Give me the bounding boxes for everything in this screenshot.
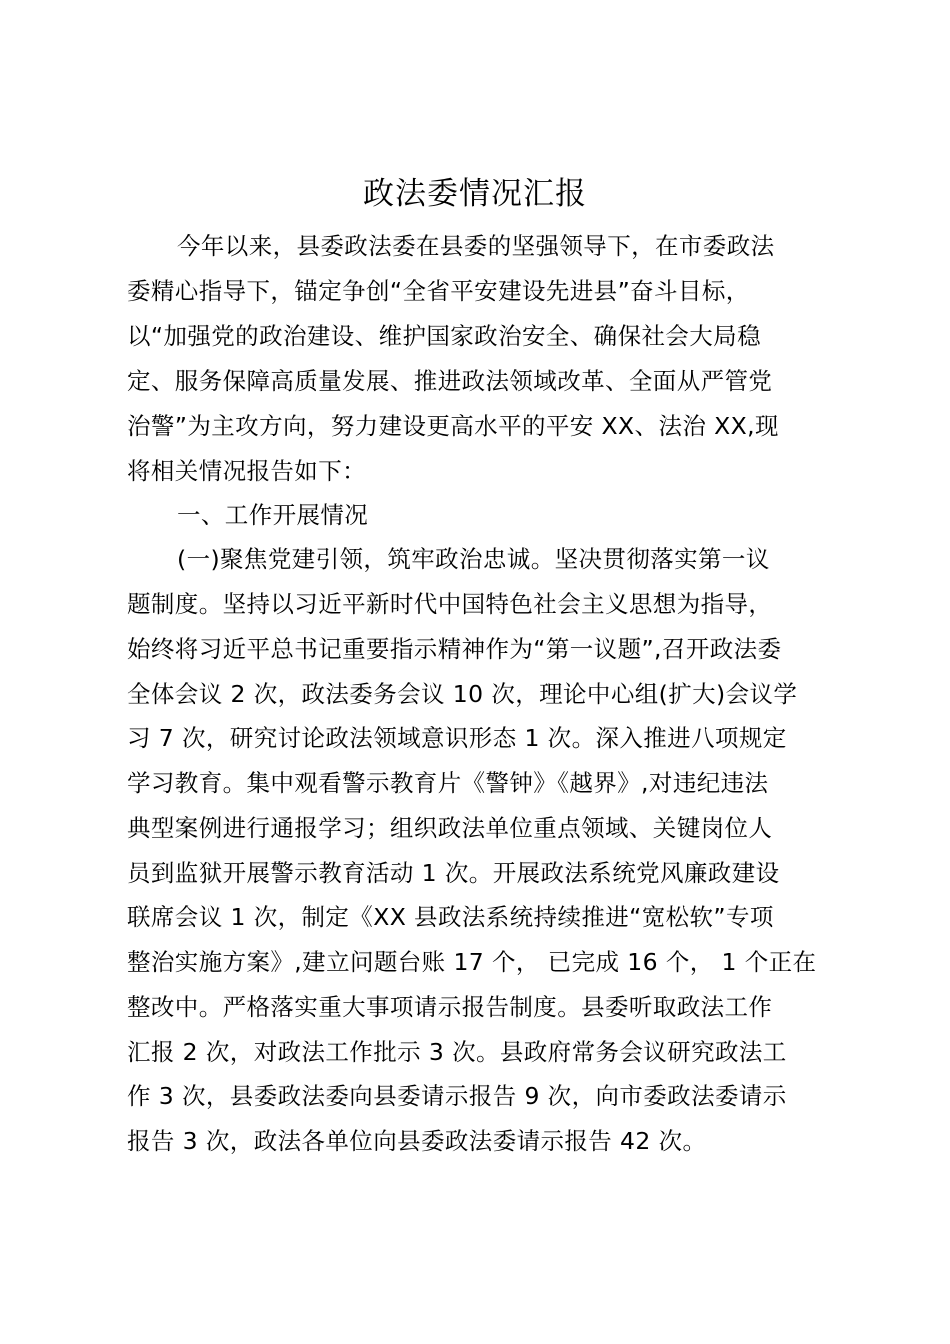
paragraph-line: 联席会议 1 次，制定《XX 县政法系统持续推进“宽松软”专项 <box>127 903 774 931</box>
paragraph-line: 题制度。坚持以习近平新时代中国特色社会主义思想为指导， <box>127 590 773 618</box>
section-heading: 一、工作开展情况 <box>177 501 369 529</box>
document-title: 政法委情况汇报 <box>363 176 587 212</box>
paragraph-line: 治警”为主攻方向，努力建设更高水平的平安 XX、法治 XX,现 <box>127 412 779 440</box>
paragraph-line: 报告 3 次，政法各单位向县委政法委请示报告 42 次。 <box>127 1127 707 1155</box>
paragraph-line: 始终将习近平总书记重要指示精神作为“第一议题”,召开政法委 <box>127 635 782 663</box>
paragraph-line: 委精心指导下，锚定争创“全省平安建设先进县”奋斗目标， <box>127 277 750 305</box>
paragraph-line: 作 3 次，县委政法委向县委请示报告 9 次，向市委政法委请示 <box>127 1082 787 1110</box>
paragraph-line: 以“加强党的政治建设、维护国家政治安全、确保社会大局稳 <box>127 322 761 350</box>
paragraph-line: (一)聚焦党建引领，筑牢政治忠诚。坚决贯彻落实第一议 <box>177 545 770 573</box>
paragraph-line: 全体会议 2 次，政法委务会议 10 次，理论中心组(扩大)会议学 <box>127 680 798 708</box>
paragraph-line: 将相关情况报告如下： <box>127 457 366 485</box>
paragraph-line: 今年以来，县委政法委在县委的坚强领导下，在市委政法 <box>177 232 775 260</box>
paragraph-line: 员到监狱开展警示教育活动 1 次。开展政法系统党风廉政建设 <box>127 859 780 887</box>
paragraph-line: 典型案例进行通报学习；组织政法单位重点领域、关键岗位人 <box>127 814 773 842</box>
paragraph-line: 整治实施方案》,建立问题台账 17 个， 已完成 16 个， 1 个正在 <box>127 948 817 976</box>
paragraph-line: 整改中。严格落实重大事项请示报告制度。县委听取政法工作 <box>127 993 773 1021</box>
paragraph-line: 习 7 次，研究讨论政法领域意识形态 1 次。深入推进八项规定 <box>127 724 787 752</box>
paragraph-line: 学习教育。集中观看警示教育片《警钟》《越界》,对违纪违法 <box>127 769 769 797</box>
paragraph-line: 汇报 2 次，对政法工作批示 3 次。县政府常务会议研究政法工 <box>127 1038 787 1066</box>
paragraph-line: 定、服务保障高质量发展、推进政法领域改革、全面从严管党 <box>127 367 773 395</box>
